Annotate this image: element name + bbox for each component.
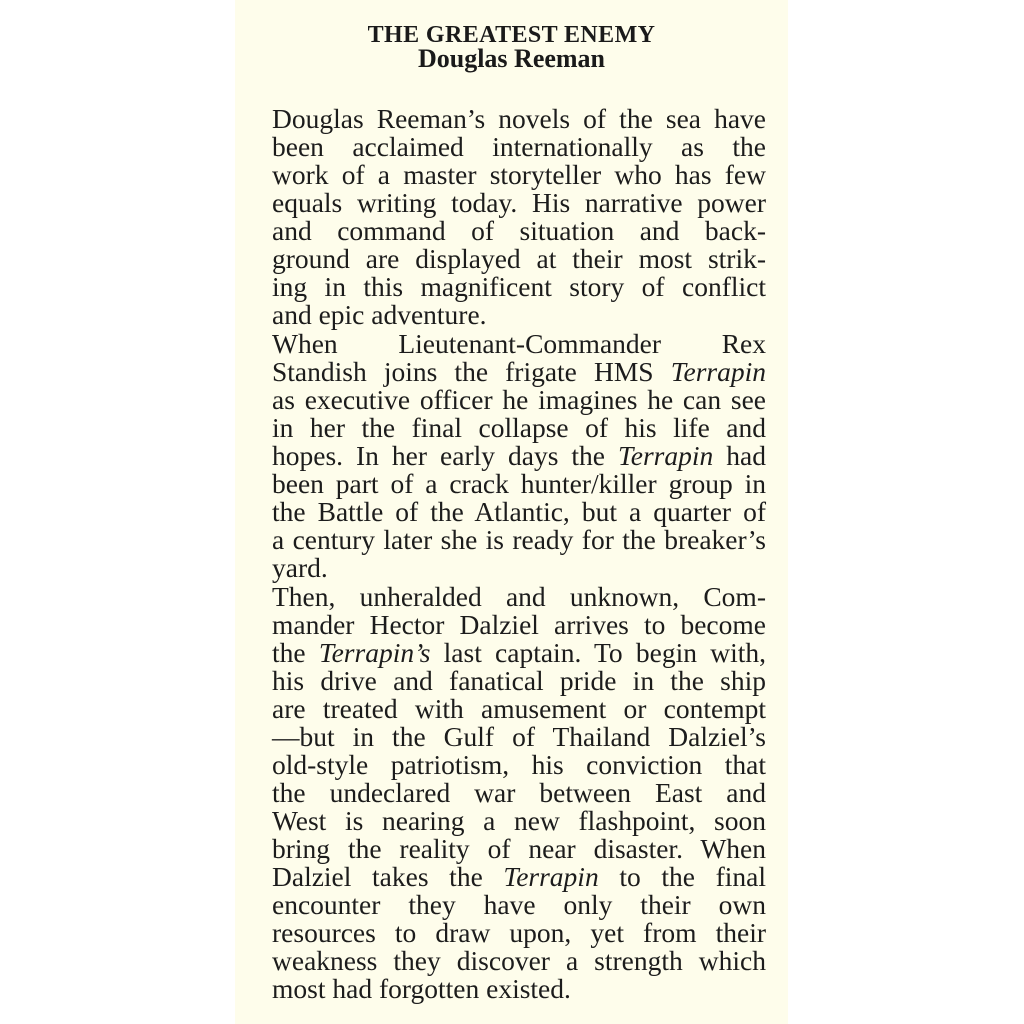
text-segment: been part of a crack hunter/killer group in: [272, 468, 766, 499]
text-segment: the: [272, 637, 319, 668]
ship-name-italic: Terrapin: [503, 861, 599, 892]
text-segment: Dalziel takes the: [272, 861, 504, 892]
text-line: [272, 639, 766, 667]
text-segment: weakness they discover a strength which: [272, 945, 766, 976]
text-segment: had: [713, 440, 766, 471]
text-segment: encounter they have only their own: [272, 889, 766, 920]
text-segment: and epic adventure.: [272, 299, 487, 330]
text-segment: Standish joins the frigate HMS: [272, 356, 671, 387]
text-line: [272, 807, 766, 835]
blurb-paragraph: [272, 330, 766, 582]
text-segment: equals writing today. His narrative power: [272, 187, 766, 218]
text-line: [272, 947, 766, 975]
text-segment: work of a master storyteller who has few: [272, 159, 766, 190]
text-line: [272, 105, 766, 133]
text-line: [272, 526, 766, 554]
text-line: [272, 498, 766, 526]
text-segment: in her the final collapse of his life and: [272, 412, 766, 443]
text-line: [272, 245, 766, 273]
text-segment: resources to draw upon, yet from their: [272, 917, 766, 948]
text-line: [272, 414, 766, 442]
text-segment: West is nearing a new flashpoint, soon: [272, 805, 766, 836]
text-line: [272, 273, 766, 301]
text-segment: the Battle of the Atlantic, but a quarter of: [272, 496, 766, 527]
text-line: [272, 583, 766, 611]
blurb-paragraph: [272, 583, 766, 1003]
text-segment: old-style patriotism, his conviction that: [272, 749, 766, 780]
text-segment: hopes. In her early days the: [272, 440, 618, 471]
text-line: [272, 470, 766, 498]
text-line: [272, 358, 766, 386]
text-segment: yard.: [272, 552, 328, 583]
text-line: [272, 189, 766, 217]
text-line: [272, 975, 766, 1003]
text-segment: ground are displayed at their most strik-: [272, 243, 766, 274]
book-blurb-page: [235, 0, 788, 1024]
book-title: THE GREATEST ENEMY: [367, 22, 656, 48]
text-line: [272, 217, 766, 245]
text-line: [272, 667, 766, 695]
text-line: [272, 301, 766, 329]
text-line: [272, 919, 766, 947]
text-segment: ing in this magnificent story of conflict: [272, 271, 766, 302]
text-segment: a century later she is ready for the breaker’s: [272, 524, 766, 555]
text-segment: bring the reality of near disaster. When: [272, 833, 766, 864]
text-segment: and command of situation and back-: [272, 215, 766, 246]
text-segment: been acclaimed internationally as the: [272, 131, 766, 162]
text-segment: last captain. To begin with,: [430, 637, 766, 668]
blurb-paragraph: [272, 105, 766, 329]
ship-name-italic: Terrapin’s: [318, 637, 431, 668]
ship-name-italic: Terrapin: [670, 356, 766, 387]
text-line: [272, 330, 766, 358]
text-segment: —but in the Gulf of Thailand Dalziel’s: [272, 721, 766, 752]
blurb-body: [272, 105, 766, 1004]
text-segment: Douglas Reeman’s novels of the sea have: [272, 103, 766, 134]
text-segment: to the final: [598, 861, 766, 892]
text-line: [272, 863, 766, 891]
text-line: [272, 723, 766, 751]
text-line: [272, 751, 766, 779]
text-line: [272, 891, 766, 919]
text-segment: his drive and fanatical pride in the ship: [272, 665, 766, 696]
text-line: [272, 835, 766, 863]
text-line: [272, 442, 766, 470]
text-segment: the undeclared war between East and: [272, 777, 766, 808]
text-line: [272, 695, 766, 723]
text-segment: are treated with amusement or contempt: [272, 693, 766, 724]
text-segment: mander Hector Dalziel arrives to become: [272, 609, 766, 640]
text-segment: When Lieutenant-Commander Rex: [272, 328, 766, 359]
text-line: [272, 386, 766, 414]
text-line: [272, 779, 766, 807]
text-line: [272, 133, 766, 161]
text-segment: most had forgotten existed.: [272, 973, 571, 1004]
text-segment: Then, unheralded and unknown, Com-: [272, 581, 766, 612]
text-segment: as executive officer he imagines he can see: [272, 384, 766, 415]
text-line: [272, 554, 766, 582]
text-line: [272, 611, 766, 639]
ship-name-italic: Terrapin: [618, 440, 714, 471]
book-author: Douglas Reeman: [417, 44, 606, 73]
text-line: [272, 161, 766, 189]
